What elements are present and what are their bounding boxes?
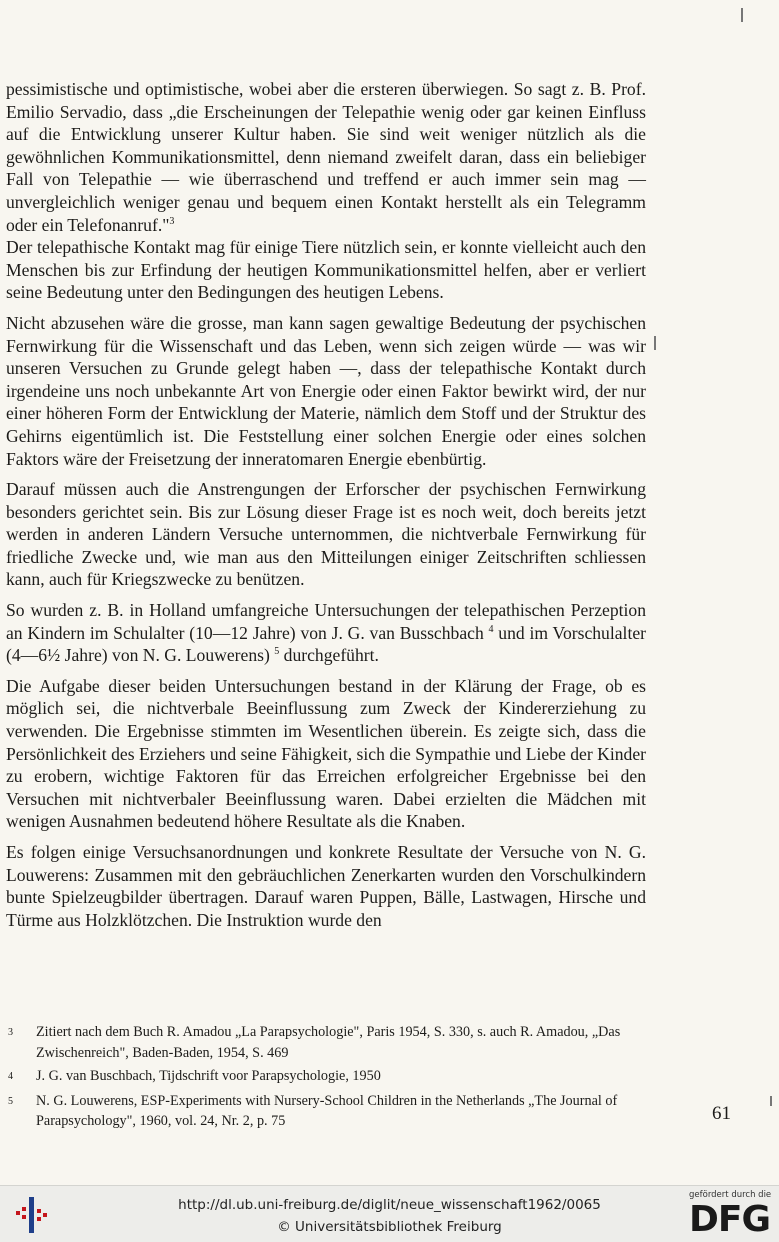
dfg-logo-icon[interactable]: DFG [689,1199,771,1240]
footnote-text: N. G. Louwerens, ESP-Experiments with Nursery-School Children in the Netherlands „The Journal of Parapsychology", 1960, vol. 24, Nr. 2, p. 75 [36,1092,618,1130]
page-number: 61 [712,1103,731,1124]
footnote-mark: 4 [8,1071,13,1083]
footnotes [8,1022,648,1135]
footnote [8,1022,648,1063]
paragraph: pessimistische und optimistische, wobei aber die ersteren überwiegen. So sagt z. B. Prof. Emilio Servadio, dass „die Erscheinungen der Telepathie wenig oder gar keinen Einfluss auf die Entwicklung unserer Kultur haben. Sie sind weit weniger nützlich als die gewöhnlichen Kommunikationsmittel, denn niemand zweifelt daran, dass ein beliebiger Fall von Telepathie — wie überraschend und treffend er auch immer sein mag — unvergleichlich weniger genau und bequem einen Kontakt herstellt als ein Telegramm oder ein Telefonanruf."$^3$ [6,79,646,235]
viewer-footer [0,1185,779,1242]
footnote-mark: 3 [8,1027,13,1038]
paragraph: Darauf müssen auch die Anstrengungen der Erforscher der psychischen Fernwirkung besonders gerichtet sein. Bis zur Lösung dieser Frage ist es noch weit, doch bereits jetzt werden in anderen Ländern Versuche unternommen, die nichtverbale Fernwirkung für friedliche Zwecke und, wie man aus den Mitteilungen einiger Zeitschriften schliessen kann, auch für Kriegszwecke zu benützen. [6,479,646,590]
footnote-ref: 4 [488,623,494,635]
scan-edge-mark [741,8,743,22]
dfg-tagline: gefördert durch die [689,1190,772,1200]
paragraph: Der telepathische Kontakt mag für einige Tiere nützlich sein, er konnte vielleicht auch den Menschen bis zur Erfindung der heutigen Kommunikationsmittel helfen, aber er verliert seine Bedeutung unter den Bedingungen des heutigen Lebens. [6,237,646,303]
body-text [6,78,646,939]
footnote [8,1066,648,1088]
copyright-notice: © Universitätsbibliothek Freiburg [277,1219,502,1235]
footnote-text: Zitiert nach dem Buch R. Amadou „La Parapsychologie", Paris 1954, S. 330, s. auch R. Amadou, „Das Zwischenreich", Baden-Baden, 1954, S. 469 [36,1024,621,1061]
footnote-mark: 5 [8,1095,13,1107]
scan-edge-mark [654,336,656,350]
paragraph: Es folgen einige Versuchsanordnungen und konkrete Resultate der Versuche von N. G. Louwerens: Zusammen mit den gebräuchlichen Zenerkarten wurden den Vorschulkindern bunte Spielzeugbilder übertragen. Darauf waren Puppen, Bälle, Lastwagen, Hirsche und Türme aus Holzklötzchen. Die Instruktion wurde den [6,842,646,930]
scan-edge-mark [770,1096,772,1106]
footnote-ref: 5 [274,646,280,658]
paragraph: Nicht abzusehen wäre die grosse, man kann sagen gewaltige Bedeutung der psychischen Fernwirkung für die Wissenschaft und das Leben, wenn sich zeigen würde — was wir unseren Versuchen zu Grunde gelegt haben —, dass der telepathische Kontakt durch irgendeine uns noch unbekannte Art von Energie oder einen Faktor bewirkt wird, der nur einer höheren Form der Entwicklung der Materie, nämlich dem Stoff und der Struktur des Gehirns eigentümlich ist. Die Feststellung einer solchen Energie oder eines solchen Faktors wäre der Freisetzung der inneratomaren Energie ebenbürtig. [6,312,646,469]
paragraph: So wurden z. B. in Holland umfangreiche Untersuchungen der telepathischen Perzeption an Kindern im Schulalter (10—12 Jahre) von J. G. van Busschbach $^4$ und im Vorschulalter (4—6½ Jahre) von N. G. Louwerens) $^5$ durchgeführt. [6,600,646,666]
footnote-text: J. G. van Buschbach, Tijdschrift voor Parapsychologie, 1950 [36,1068,381,1085]
footnote-ref: 3 [169,215,175,227]
footnote [8,1091,648,1132]
paragraph: Die Aufgabe dieser beiden Untersuchungen bestand in der Klärung der Frage, ob es möglich sei, die nichtverbale Beeinflussung zum Zweck der Kindererziehung zu verwenden. Die Ergebnisse stimmten im Wesentlichen überein. Es zeigte sich, dass die Persönlichkeit des Erziehers und seine Fähigkeit, sich die Sympathie und Liebe der Kinder zu erobern, wichtige Faktoren für das Erreichen erfolgreicher Ergebnisse bei den Versuchen mit nichtverbaler Beeinflussung waren. Dabei erzielten die Mädchen mit wenigen Ausnahmen bedeutend höhere Resultate als die Knaben. [6,675,646,832]
permalink-url[interactable]: http://dl.ub.uni-freiburg.de/diglit/neue_wissenschaft1962/0065 [178,1197,601,1213]
